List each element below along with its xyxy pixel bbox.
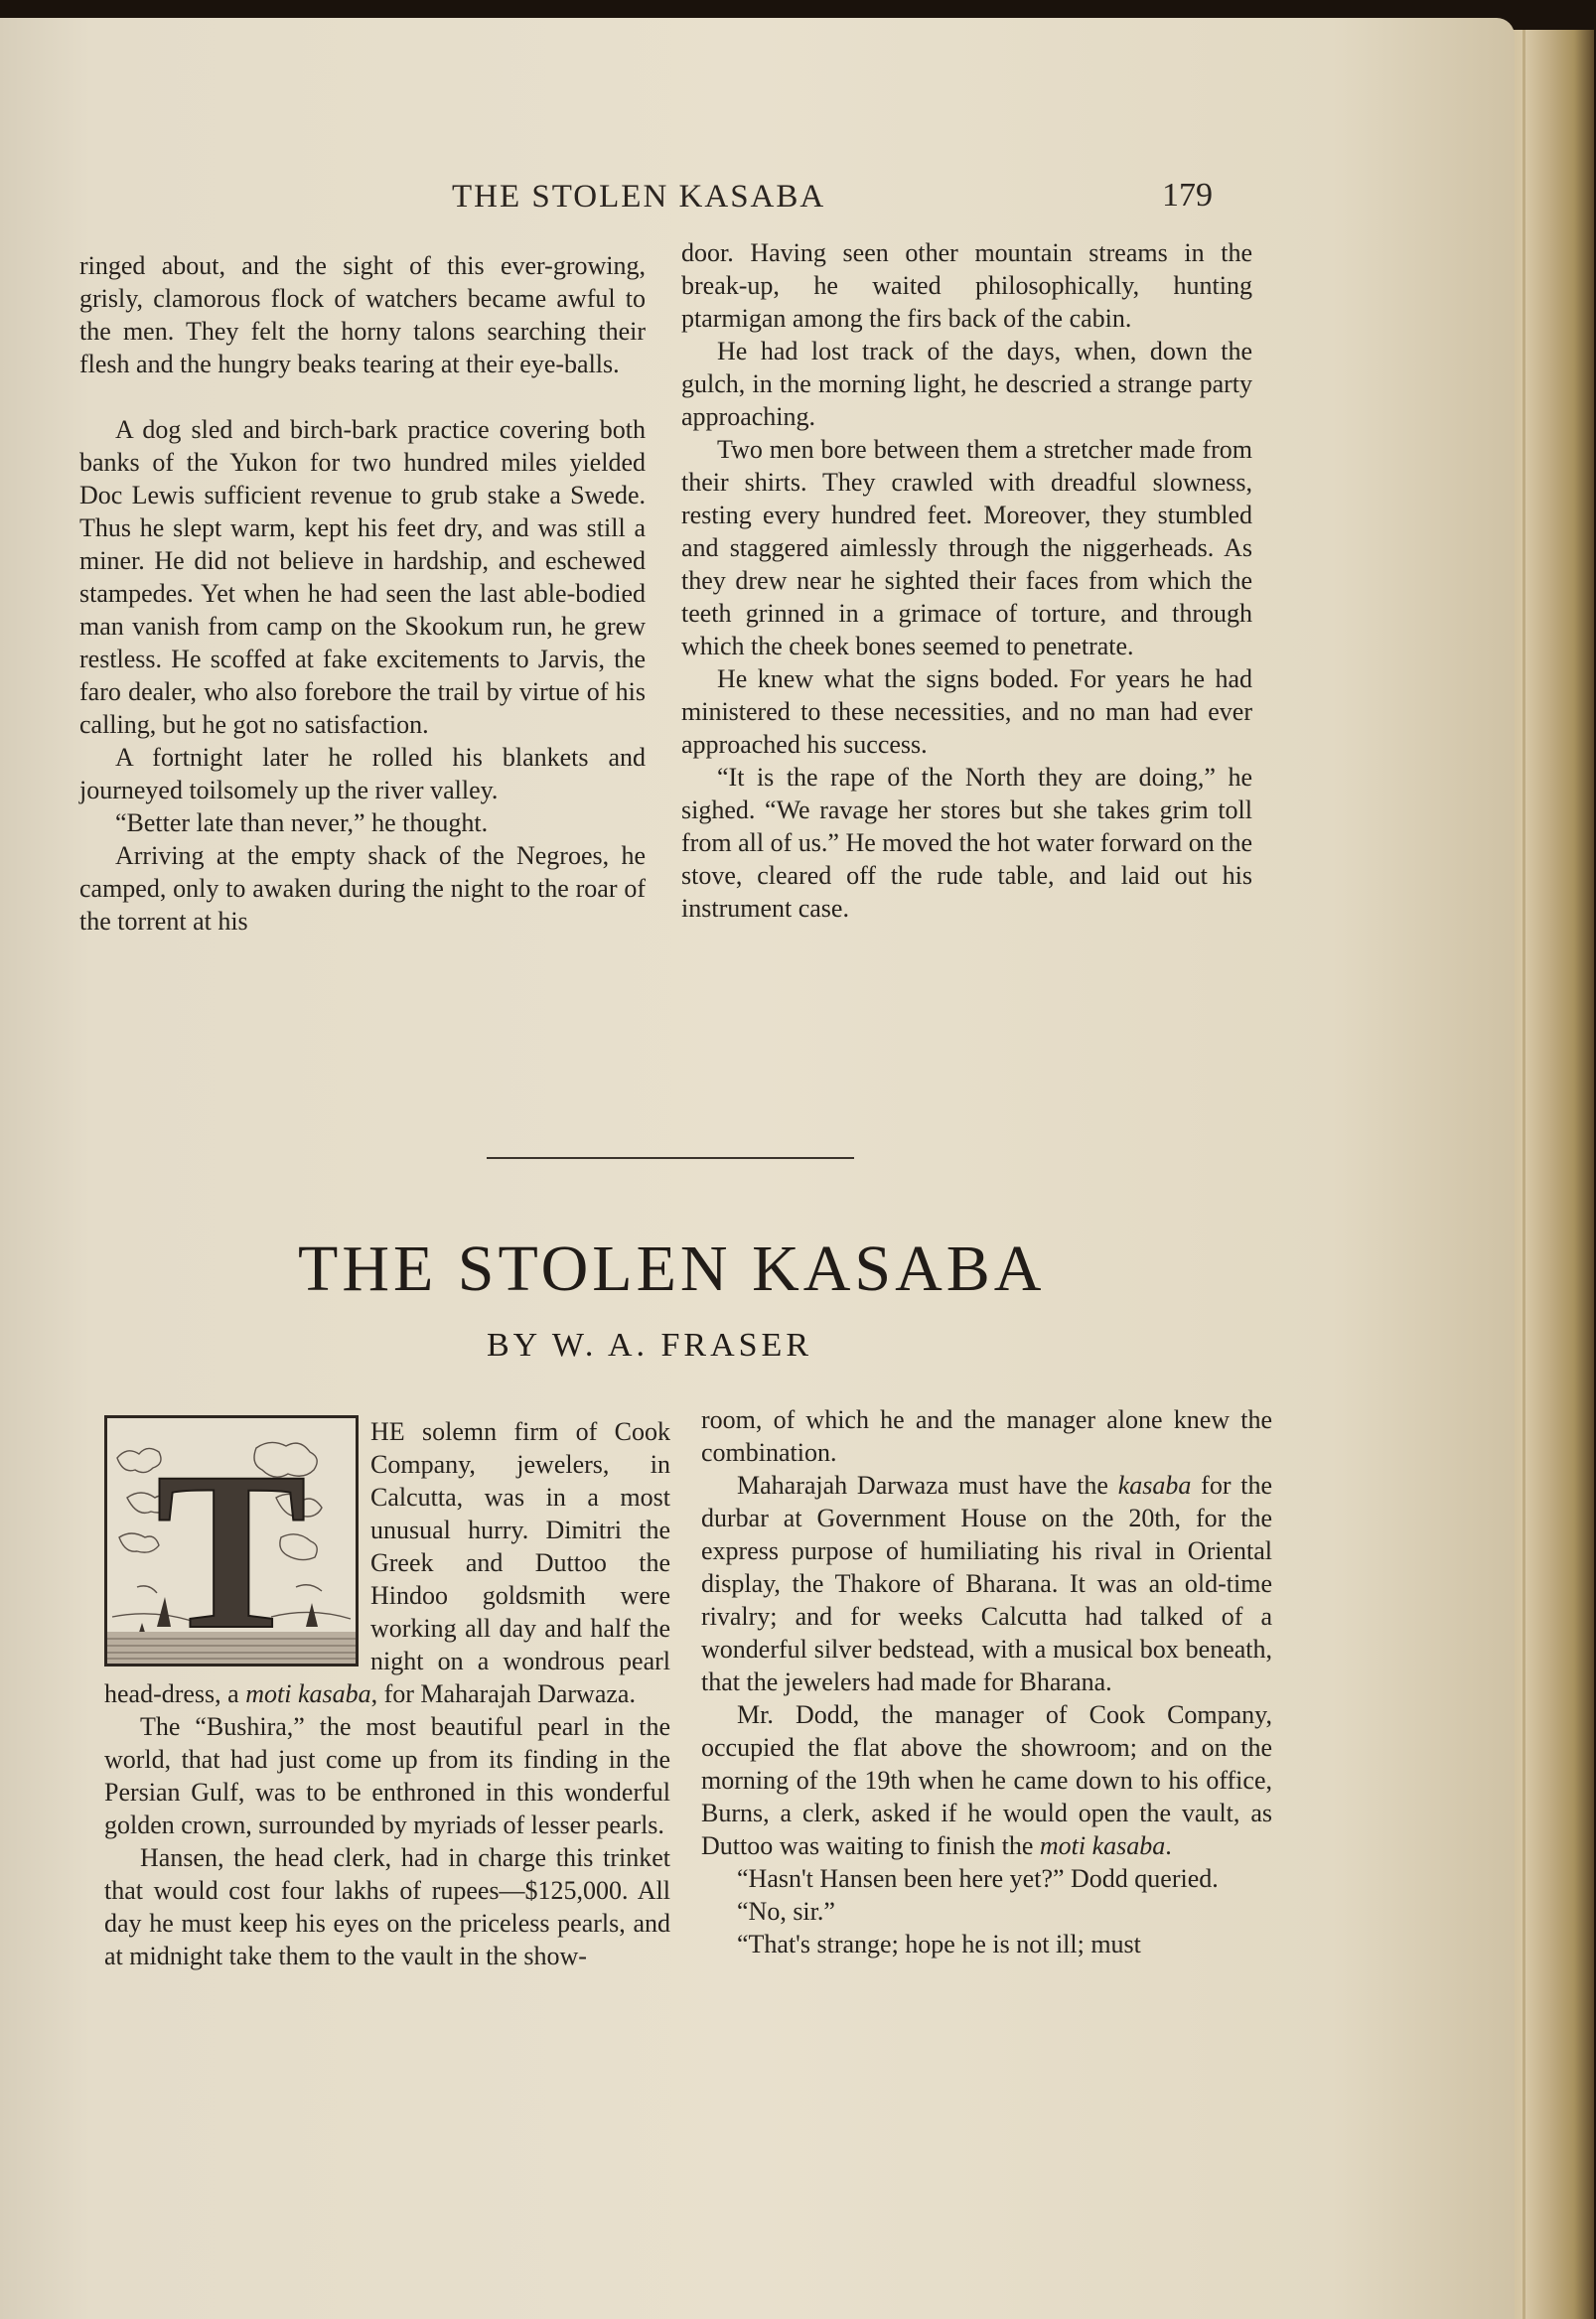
paragraph: ringed about, and the sight of this ever-growing, grisly, clamorous flock of watchers became awful to the men. They felt the horny talons searching their flesh and the hungry beaks tearing at their eye-balls. [79,251,646,378]
paragraph [701,1698,1272,1862]
book-page [0,18,1515,2319]
paragraph: He knew what the signs boded. For years he had ministered to these necessities, and no man had ever approached his success. [681,664,1252,759]
paragraph: He had lost track of the days, when, down the gulch, in the morning light, he descried a strange party approaching. [681,337,1252,431]
bottom-right-column [701,1403,1272,1960]
drop-cap-letter: T [155,1426,308,1664]
running-head: THE STOLEN KASABA [452,179,826,215]
paragraph: “No, sir.” [737,1897,835,1926]
article-title: THE STOLEN KASABA [298,1232,1046,1305]
top-right-column [681,236,1252,925]
paragraph: A fortnight later he rolled his blankets and journeyed toilsomely up the river valley. [79,743,646,804]
article-byline: BY W. A. FRASER [487,1327,812,1364]
italic-term: moti kasaba [245,1679,371,1708]
paragraph: The “Bushira,” the most beautiful pearl in the world, that had just come up from its finding in the Persian Gulf, was to be enthroned in this wonderful golden crown, surrounded by myriads of lesser pearls. [104,1712,670,1839]
paragraph: “That's strange; hope he is not ill; must [737,1930,1141,1958]
paragraph: “It is the rape of the North they are doing,” he sighed. “We ravage her stores but she takes grim toll from all of us.” He moved the hot water forward on the stove, cleared off the rude table, and laid out his instrument case. [681,763,1252,923]
paragraph: Arriving at the empty shack of the Negroes, he camped, only to awaken during the night to the roar of the torrent at his [79,841,646,936]
opening-text-end: , for Maharajah Darwaza. [370,1679,636,1708]
bottom-left-column [104,1415,670,1972]
paragraph-text: for the durbar at Government House on the 20th, for the express purpose of humiliating his rival in Oriental display, the Thakore of Bharana. It was an old-time rivalry; and for weeks Calcutta had talked of a wonderful silver bedstead, with a musical box beneath, that the jewelers had made for Bharana. [701,1471,1273,1696]
drop-cap-illustration [107,1418,356,1664]
drop-cap-frame [104,1415,359,1667]
ornamental-initial-T-icon [104,1415,359,1667]
paragraph [701,1469,1272,1698]
paragraph: Hansen, the head clerk, had in charge this trinket that would cost four lakhs of rupees—$125,000. All day he must keep his eyes on the priceless pearls, and at midnight take them to the vault in the show- [104,1843,670,1970]
opening-text: HE solemn firm of Cook Company, jewelers, in Calcutta, was in a most unusual hurry. Dimitri the Greek and Duttoo the Hindoo goldsmith were working all day and half the night on a wondrous pearl head-dress, a [104,1417,670,1708]
italic-term: moti kasaba [1039,1831,1166,1860]
section-divider-rule [487,1157,854,1159]
paragraph: Two men bore between them a stretcher made from their shirts. They crawled with dreadful slowness, resting every hundred feet. Moreover, they stumbled and staggered aimlessly through the niggerheads. As they drew near he sighted their faces from which the teeth grinned in a grimace of torture, and through which the cheek bones seemed to penetrate. [681,435,1252,660]
paragraph: door. Having seen other mountain streams in the break-up, he waited philosophically, hunting ptarmigan among the firs back of the cabin. [681,238,1252,333]
page-number: 179 [1162,177,1213,214]
paragraph-text: Maharajah Darwaza must have the [737,1471,1108,1500]
paragraph: room, of which he and the manager alone knew the combination. [701,1405,1272,1467]
paragraph: A dog sled and birch-bark practice covering both banks of the Yukon for two hundred miles yielded Doc Lewis sufficient revenue to grub stake a Swede. Thus he slept warm, kept his feet dry, and was still a miner. He did not believe in hardship, and eschewed stampedes. Yet when he had seen the last able-bodied man vanish from camp on the Skookum run, he grew restless. He scoffed at fake excitements to Jarvis, the faro dealer, who also forebore the trail by virtue of his calling, but he got no satisfaction. [79,415,646,739]
paragraph: “Hasn't Hansen been here yet?” Dodd queried. [737,1864,1219,1893]
italic-term: kasaba [1117,1471,1192,1500]
paragraph-text: Mr. Dodd, the manager of Cook Company, occupied the flat above the showroom; and on the morning of the 19th when he came down to his office, Burns, a clerk, asked if he would open the vault, as Duttoo was waiting to finish the [701,1700,1272,1860]
paragraph-text: . [1165,1831,1172,1860]
paragraph: “Better late than never,” he thought. [115,808,489,837]
top-left-column [79,249,646,938]
